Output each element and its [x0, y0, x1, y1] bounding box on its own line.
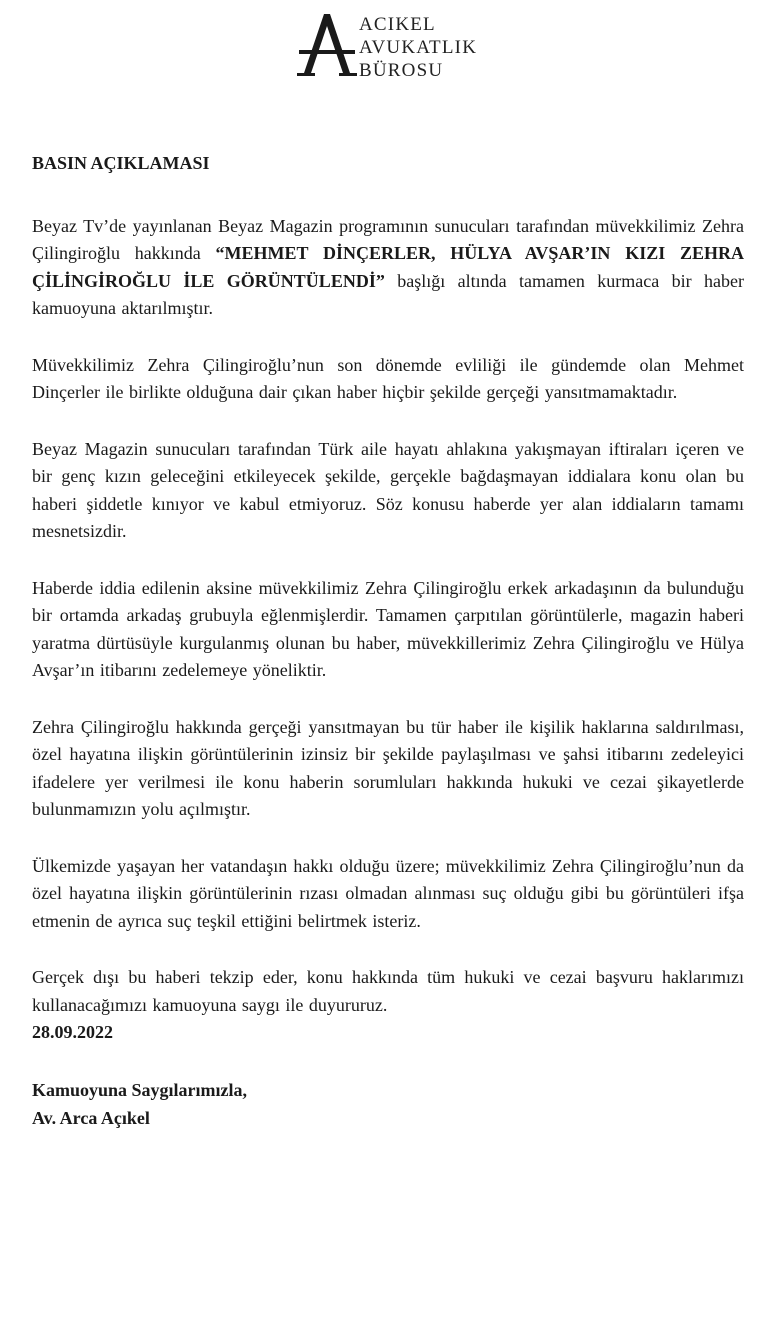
paragraph-3: Beyaz Magazin sunucuları tarafından Türk aile hayatı ahlakına yakışmayan iftiraları içeren ve bir genç kızın geleceğini etkileyecek şekilde, gerçekle bağdaşmayan iddialara konu olan bu haberi şiddetle kınıyor ve kabul etmiyoruz. Söz konusu haberde yer alan iddiaların tamamı mesnetsizdir. [32, 438, 744, 541]
closing-salutation: Kamuoyuna Saygılarımızla, [32, 1079, 248, 1100]
release-date: 28.09.2022 [32, 1022, 113, 1042]
law-firm-logo-mark-icon [297, 12, 357, 78]
press-release-body [32, 150, 744, 1132]
logo-line-1: ACIKEL [359, 14, 436, 35]
paragraph-1-end: başlığı altında tamamen kurmaca bir haber kamuoyuna aktarılmıştır. [32, 270, 744, 318]
document-title: BASIN AÇIKLAMASI [32, 153, 210, 173]
logo-wordmark [359, 13, 477, 82]
paragraph-4: Haberde iddia edilenin aksine müvekkilimiz Zehra Çilingiroğlu erkek arkadaşının da bulunduğu bir ortamda arkadaş grubuyla eğlenmişlerdir. Tamamen çarpıtılan görüntülerle, magazin haberi yaratma dürtüsüyle kurgulanmış olunan bu haber, müvekkillerimiz Zehra Çilingiroğlu ve Hülya Avşar’ın itibarını zedelemeye yöneliktir. [32, 577, 744, 680]
signature-block [32, 1076, 744, 1132]
paragraph-2: Müvekkilimiz Zehra Çilingiroğlu’nun son dönemde evliliği ile gündemde olan Mehmet Dinçerler ile birlikte olduğuna dair çıkan haber hiçbir şekilde gerçeği yansıtmamaktadır. [32, 354, 744, 402]
paragraph-7-text: Gerçek dışı bu haberi tekzip eder, konu hakkında tüm hukuki ve cezai başvuru haklarımızı kullanacağımızı kamuoyuna saygı ile duyururuz. [32, 967, 744, 1015]
signatory-name: Av. Arca Açıkel [32, 1107, 150, 1128]
quoted-headline: “MEHMET DİNÇERLER, HÜLYA AVŞAR’IN KIZI ZEHRA ÇİLİNGİROĞLU İLE GÖRÜNTÜLENDİ” [32, 243, 744, 291]
paragraph-1 [32, 213, 744, 323]
paragraph-5: Zehra Çilingiroğlu hakkında gerçeği yansıtmayan bu tür haber ile kişilik haklarına saldırılması, özel hayatına ilişkin görüntülerinin izinsiz bir şekilde paylaşılması ve şahsi itibarını zedeleyici ifadelere yer verilmesi ile konu haberin sorumluları hakkında hukuki ve cezai şikayetlerde bulunmamızın yolu açılmıştır. [32, 716, 744, 819]
paragraph-6: Ülkemizde yaşayan her vatandaşın hakkı olduğu üzere; müvekkilimiz Zehra Çilingiroğlu’nun da özel hayatına ilişkin görüntülerinin rızası olmadan alınması suç olduğu gibi bu görüntüleri ifşa etmenin de ayrıca suç teşkil ettiğini belirtmek isteriz. [32, 855, 744, 931]
paragraph-7 [32, 964, 744, 1047]
law-firm-logo [297, 10, 517, 80]
logo-line-2: AVUKATLIK [359, 37, 478, 58]
logo-line-3: BÜROSU [359, 60, 444, 81]
paragraph-1-intro: Beyaz Tv’de yayınlanan Beyaz Magazin programının sunucuları tarafından müvekkilimiz Zehra Çilingiroğlu hakkında [32, 215, 744, 263]
